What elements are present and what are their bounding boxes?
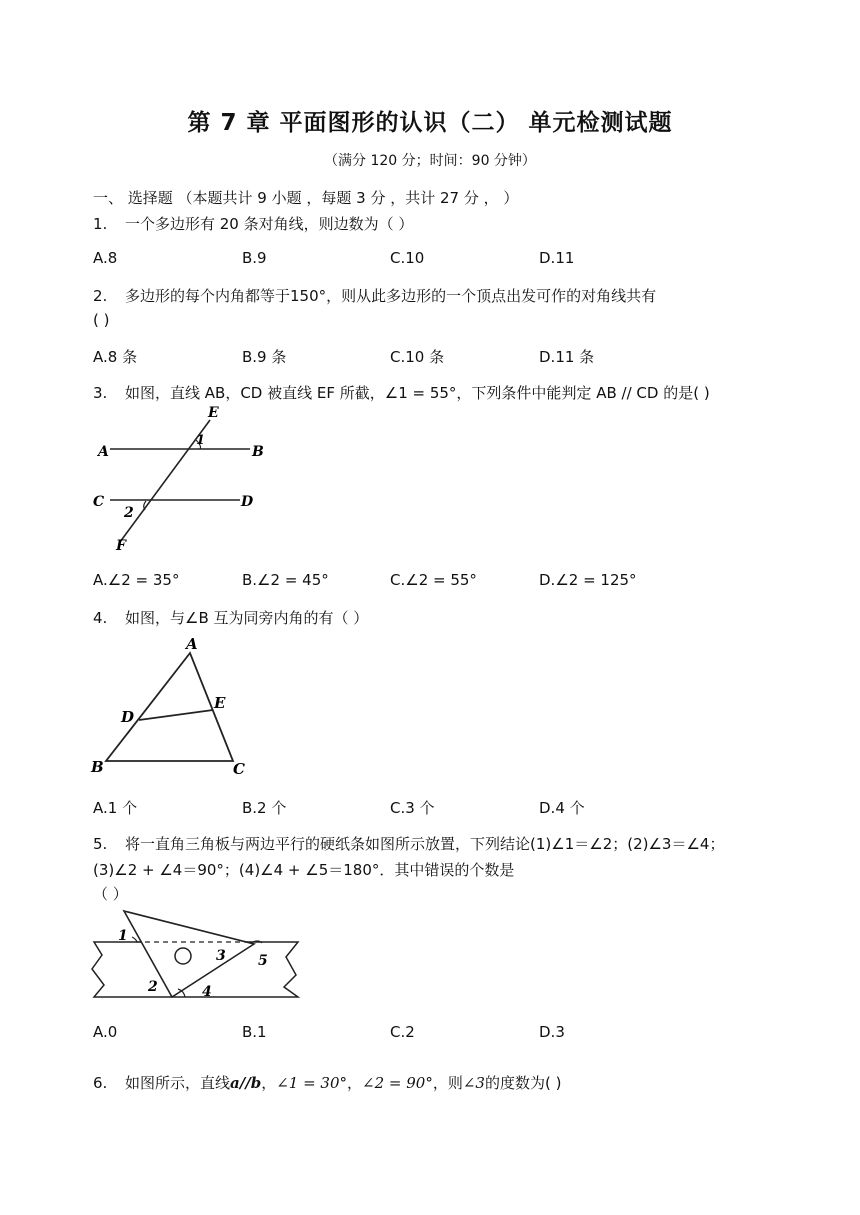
option-a: A.8 xyxy=(93,249,118,267)
option-a: A.0 xyxy=(93,1023,118,1041)
separator: ， xyxy=(347,1074,363,1092)
option-a: A.1 个 xyxy=(93,799,138,817)
label-1: 1 xyxy=(196,433,206,448)
label-c: C xyxy=(233,760,245,778)
option-c: C.∠2 = 55° xyxy=(390,571,477,589)
section-heading: 一、 选择题 （本题共计 9 小题 ，每题 3 分 ，共计 27 分 ， ） xyxy=(93,189,519,207)
label-b: B xyxy=(252,444,264,460)
label-1: 1 xyxy=(118,928,128,944)
question-text: 一个多边形有 20 条对角线，则边数为（ ） xyxy=(125,215,414,233)
segment-de xyxy=(139,710,213,720)
option-c: C.3 个 xyxy=(390,799,435,817)
figure-parallel-lines-transversal xyxy=(90,402,270,554)
option-d: D.11 条 xyxy=(539,348,595,366)
option-c: C.10 xyxy=(390,249,425,267)
label-c: C xyxy=(93,494,105,510)
label-e: E xyxy=(208,405,219,421)
question-text: 如图，直线 AB，CD 被直线 EF 所截，∠1 = 55°，下列条件中能判定 AB // CD 的是( ) xyxy=(125,384,710,402)
question-number: 2. xyxy=(93,287,108,305)
label-2: 2 xyxy=(124,505,134,521)
question-text: 如图所示，直线 xyxy=(125,1074,231,1092)
question-1 xyxy=(93,213,413,234)
label-a: A xyxy=(186,635,198,653)
question-4 xyxy=(93,607,368,628)
question-text: 如图，与∠B 互为同旁内角的有（ ） xyxy=(125,609,369,627)
question-3 xyxy=(93,382,710,403)
question-number: 3. xyxy=(93,384,108,402)
option-d: D.∠2 = 125° xyxy=(539,571,637,589)
math-angle-1: ∠1 = 30° xyxy=(276,1074,348,1092)
set-square xyxy=(124,911,254,997)
question-6 xyxy=(93,1072,561,1093)
option-d: D.3 xyxy=(539,1023,565,1041)
question-number: 5. xyxy=(93,835,108,853)
label-f: F xyxy=(116,538,126,554)
label-5: 5 xyxy=(258,953,268,969)
figure-triangle-abc xyxy=(88,633,258,781)
math-a-parallel-b: a//b xyxy=(230,1074,262,1092)
separator: ， xyxy=(261,1074,277,1092)
label-3: 3 xyxy=(216,948,226,964)
label-d: D xyxy=(241,494,254,510)
figure-set-square-on-strip xyxy=(88,905,308,1005)
option-b: B.2 个 xyxy=(242,799,287,817)
math-angle-2: ∠2 = 90° xyxy=(362,1074,433,1092)
page-title: 第 7 章 平面图形的认识（二） 单元检测试题 xyxy=(187,110,673,136)
question-5-blank: （ ） xyxy=(93,885,128,903)
label-4: 4 xyxy=(202,984,212,1000)
option-c: C.10 条 xyxy=(390,348,445,366)
option-c: C.2 xyxy=(390,1023,415,1041)
label-d: D xyxy=(121,708,135,726)
math-angle-3: ∠3 xyxy=(462,1074,485,1092)
label-a: A xyxy=(98,444,109,460)
question-2-blank: ( ) xyxy=(93,311,110,329)
question-number: 1. xyxy=(93,215,108,233)
option-b: B.9 条 xyxy=(242,348,287,366)
label-e: E xyxy=(214,694,226,712)
question-text: 多边形的每个内角都等于150°，则从此多边形的一个顶点出发可作的对角线共有 xyxy=(125,287,657,305)
option-d: D.4 个 xyxy=(539,799,585,817)
label-2: 2 xyxy=(148,979,158,995)
angle-2-arc xyxy=(144,501,146,510)
option-a: A.8 条 xyxy=(93,348,138,366)
question-text: 的度数为( ) xyxy=(484,1074,562,1092)
option-b: B.1 xyxy=(242,1023,267,1041)
question-text: 将一直角三角板与两边平行的硬纸条如图所示放置，下列结论(1)∠1＝∠2；(2)∠3＝∠4； xyxy=(125,835,725,853)
option-b: B.9 xyxy=(242,249,267,267)
question-2 xyxy=(93,285,656,306)
page-subtitle: （满分 120 分；时间：90 分钟） xyxy=(324,153,536,169)
option-d: D.11 xyxy=(539,249,575,267)
question-5-line-2: (3)∠2 + ∠4＝90°；(4)∠4 + ∠5＝180°．其中错误的个数是 xyxy=(93,861,515,879)
option-a: A.∠2 = 35° xyxy=(93,571,180,589)
question-number: 4. xyxy=(93,609,108,627)
question-5 xyxy=(93,833,724,854)
question-number: 6. xyxy=(93,1074,108,1092)
question-text: ，则 xyxy=(432,1074,463,1092)
label-b: B xyxy=(91,758,104,776)
option-b: B.∠2 = 45° xyxy=(242,571,329,589)
